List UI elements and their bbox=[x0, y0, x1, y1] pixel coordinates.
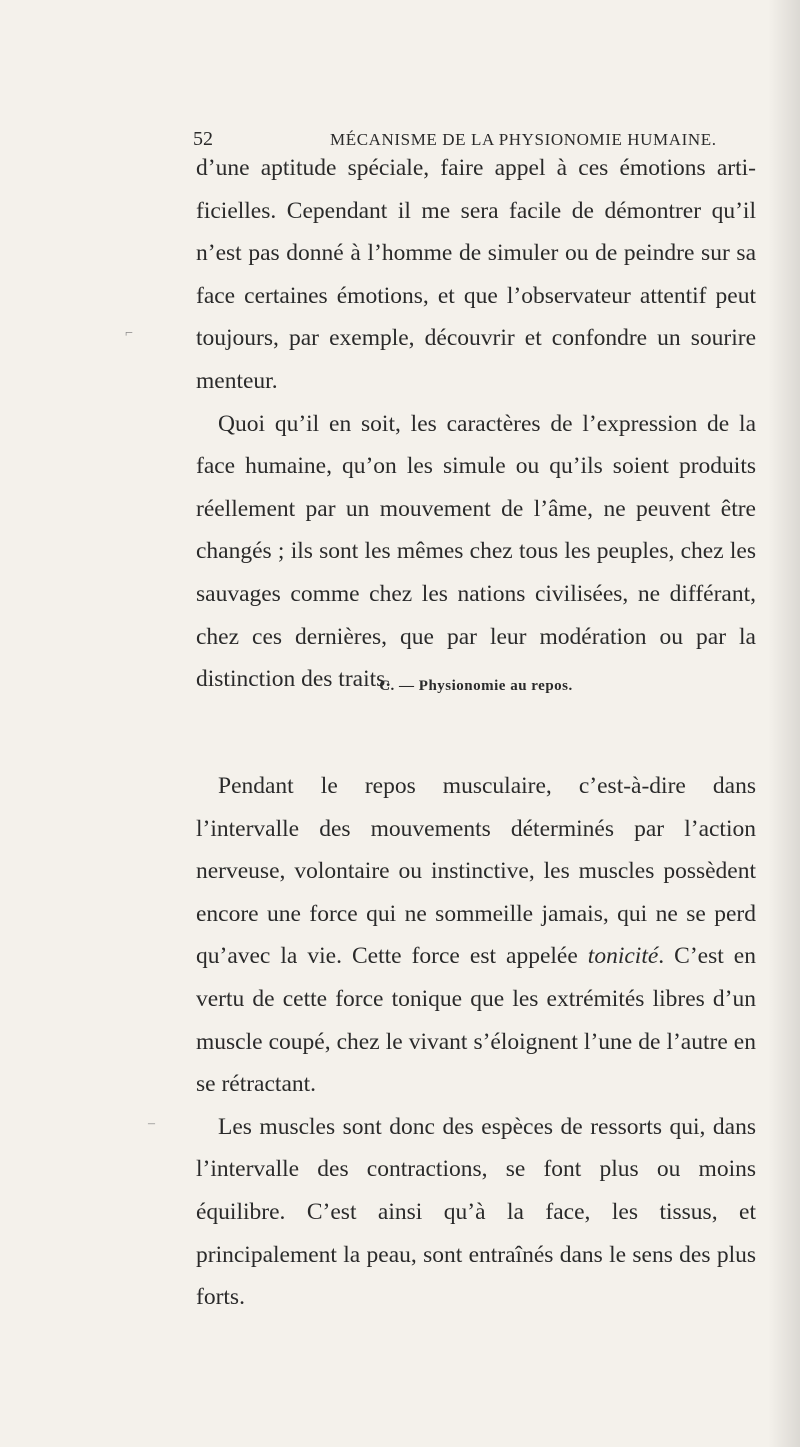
margin-mark: ⌐ bbox=[125, 326, 133, 341]
paragraph-tonicity-text-a: Pendant le repos musculaire, c’est-à-dire dans l’intervalle des mouvements déterminés par l’action nerveuse, volontaire ou instinctive, les muscles possèdent encore une force qui ne sommeille jamais, qui ne se perd qu’avec la vie. Cette force est appelée bbox=[196, 773, 756, 970]
text-block-bottom bbox=[196, 765, 756, 1319]
text-block-top bbox=[196, 147, 756, 701]
term-tonicite: tonicité bbox=[587, 943, 659, 970]
section-heading: C. — Physionomie au repos. bbox=[379, 678, 573, 694]
margin-mark: – bbox=[148, 1116, 155, 1131]
paragraph-springs: Les muscles sont donc des espèces de ressorts qui, dans l’intervalle des contractions, se font plus ou moins équilibre. C’est ainsi qu’à la face, les tissus, et principalement la peau, sont entraînés dans le sens des plus forts. bbox=[196, 1113, 756, 1311]
page-number: 52 bbox=[193, 128, 213, 150]
running-title: MÉCANISME DE LA PHYSIONOMIE HUMAINE. bbox=[330, 130, 717, 149]
paragraph-continuation: d’une aptitude spéciale, faire appel à ces émotions arti-ficielles. Cependant il me sera facile de démontrer qu’il n’est pas donné à l’homme de simuler ou de peindre sur sa face certaines émotions, et que l’observateur attentif peut toujours, par exemple, découvrir et confondre un sourire menteur. bbox=[196, 155, 756, 394]
paragraph-tonicity bbox=[196, 765, 756, 1106]
paragraph-tonicity-text-b: . C’est en vertu de cette force tonique que les extrémités libres d’un muscle coupé, chez le vivant s’éloignent l’une de l’autre en se rétractant. bbox=[196, 943, 756, 1098]
paragraph-expression: Quoi qu’il en soit, les caractères de l’expression de la face humaine, qu’on les simule ou qu’ils soient produits réellement par un mouvement de l’âme, ne peuvent être changés ; ils sont les mêmes chez tous les peuples, chez les sauvages comme chez les nations civilisées, ne différant, chez ces dernières, que par leur modération ou par la distinction des traits. bbox=[196, 410, 756, 693]
